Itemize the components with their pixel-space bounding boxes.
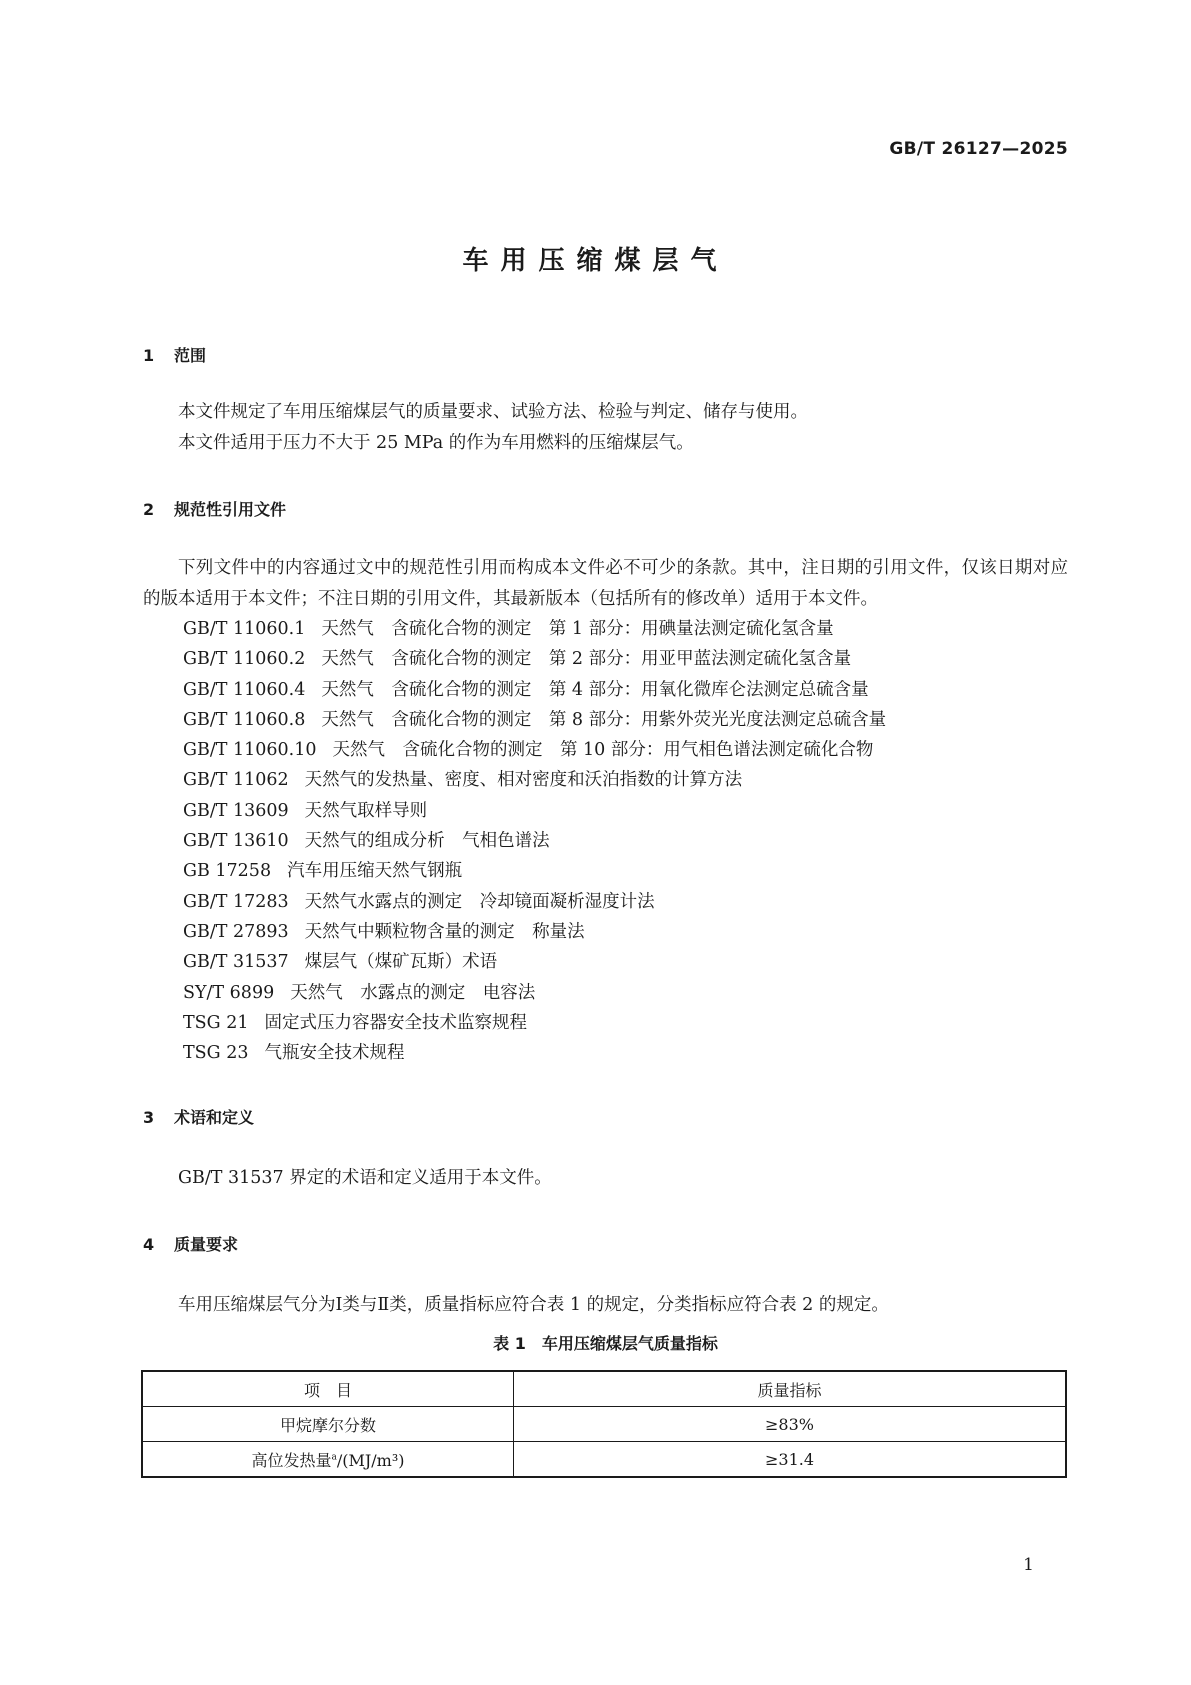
reference-item [143,1008,1068,1038]
reference-code: SY/T 6899 [183,982,275,1003]
table-cell-item [142,1407,514,1442]
table-cell-value: ≥31.4 [514,1442,1067,1478]
reference-title: 气瓶安全技术规程 [264,1043,405,1064]
reference-title: 煤层气（煤矿瓦斯）术语 [304,952,498,973]
scope-paragraph: 本文件规定了车用压缩煤层气的质量要求、试验方法、检验与判定、储存与使用。 [178,402,808,422]
reference-code: GB 17258 [183,861,272,882]
reference-code: GB/T 11060.1 [183,619,306,639]
section-heading-terms [143,1105,1068,1131]
reference-item [143,705,1068,735]
reference-code: GB/T 11060.4 [183,679,306,700]
page-number: 1 [1023,1555,1034,1575]
footnote-marker: a [331,1452,337,1463]
document-title: 车用压缩煤层气 [462,246,729,276]
reference-title: 天然气的发热量、密度、相对密度和沃泊指数的计算方法 [304,770,743,791]
reference-code: GB/T 31537 [183,952,289,973]
section-title: 质量要求 [174,1234,239,1254]
reference-item [143,1038,1068,1068]
reference-item [143,917,1068,947]
reference-code: GB/T 13609 [183,800,289,821]
section-heading-normative-references [143,497,1068,523]
section-number: 2 [143,500,155,519]
section-title: 规范性引用文件 [174,500,287,519]
quality-table [141,1370,1067,1478]
table-row [142,1407,1066,1442]
reference-title: 天然气 水露点的测定 电容法 [290,982,536,1003]
reference-item [143,675,1068,705]
reference-code: GB/T 11060.8 [183,709,306,730]
reference-title: 天然气的组成分析 气相色谱法 [304,831,550,852]
reference-item [143,735,1068,765]
reference-code: GB/T 11060.2 [183,649,306,670]
reference-title: 天然气 含硫化合物的测定 第 4 部分：用氧化微库仑法测定总硫含量 [321,679,869,700]
section-number: 3 [143,1108,155,1128]
reference-code: GB/T 11062 [183,770,289,791]
section-heading-scope [143,343,1068,369]
section-heading-quality [143,1232,1068,1258]
document-body [143,343,1068,1478]
reference-item [143,796,1068,826]
reference-item [143,826,1068,856]
reference-title: 天然气 含硫化合物的测定 第 10 部分：用气相色谱法测定硫化合物 [332,740,874,761]
reference-item [143,644,1068,674]
reference-code: GB/T 17283 [183,891,289,912]
reference-title: 天然气 含硫化合物的测定 第 1 部分：用碘量法测定硫化氢含量 [321,619,834,639]
standard-number: GB/T 26127—2025 [889,139,1068,159]
scope-paragraph: 本文件适用于压力不大于 25 MPa 的作为车用燃料的压缩煤层气。 [178,432,694,453]
reference-item [143,947,1068,977]
reference-item [143,765,1068,795]
reference-title: 固定式压力容器安全技术监察规程 [264,1012,527,1033]
table-cell-item [142,1442,514,1478]
reference-title: 天然气水露点的测定 冷却镜面凝析湿度计法 [304,891,655,912]
reference-list [143,614,1068,1068]
table-caption: 表 1 车用压缩煤层气质量指标 [493,1334,718,1354]
reference-code: TSG 23 [183,1043,249,1064]
reference-title: 汽车用压缩天然气钢瓶 [287,861,463,882]
section-title: 术语和定义 [174,1108,255,1128]
terms-paragraph: GB/T 31537 界定的术语和定义适用于本文件。 [178,1168,552,1189]
table-header-row [142,1371,1066,1407]
item-label: 甲烷摩尔分数 [279,1415,376,1435]
reference-item [143,978,1068,1008]
reference-title: 天然气 含硫化合物的测定 第 8 部分：用紫外荧光光度法测定总硫含量 [321,709,887,730]
item-label: 高位发热量 [251,1450,332,1470]
reference-item [143,887,1068,917]
reference-item [143,614,1068,644]
section-number: 4 [143,1234,155,1254]
reference-item [143,856,1068,886]
section-title: 范围 [174,346,207,365]
reference-code: TSG 21 [183,1012,249,1033]
table-header-cell: 质量指标 [514,1371,1067,1407]
references-intro: 下列文件中的内容通过文中的规范性引用而构成本文件必不可少的条款。其中，注日期的引用文件，仅该日期对应的版本适用于本文件；不注日期的引用文件，其最新版本（包括所有的修改单）适用于本文件。 [143,558,1068,609]
item-unit: /(MJ/m³) [336,1450,405,1470]
quality-paragraph: 车用压缩煤层气分为Ⅰ类与Ⅱ类，质量指标应符合表 1 的规定，分类指标应符合表 2 的规定。 [178,1294,889,1315]
table-cell-value: ≥83% [514,1407,1067,1442]
reference-code: GB/T 27893 [183,921,289,942]
table-header-cell: 项 目 [142,1371,514,1407]
reference-title: 天然气 含硫化合物的测定 第 2 部分：用亚甲蓝法测定硫化氢含量 [321,649,852,670]
reference-title: 天然气中颗粒物含量的测定 称量法 [304,921,585,942]
reference-title: 天然气取样导则 [304,800,428,821]
section-number: 1 [143,346,155,365]
table-row [142,1442,1066,1478]
reference-code: GB/T 11060.10 [183,740,317,761]
reference-code: GB/T 13610 [183,831,289,852]
